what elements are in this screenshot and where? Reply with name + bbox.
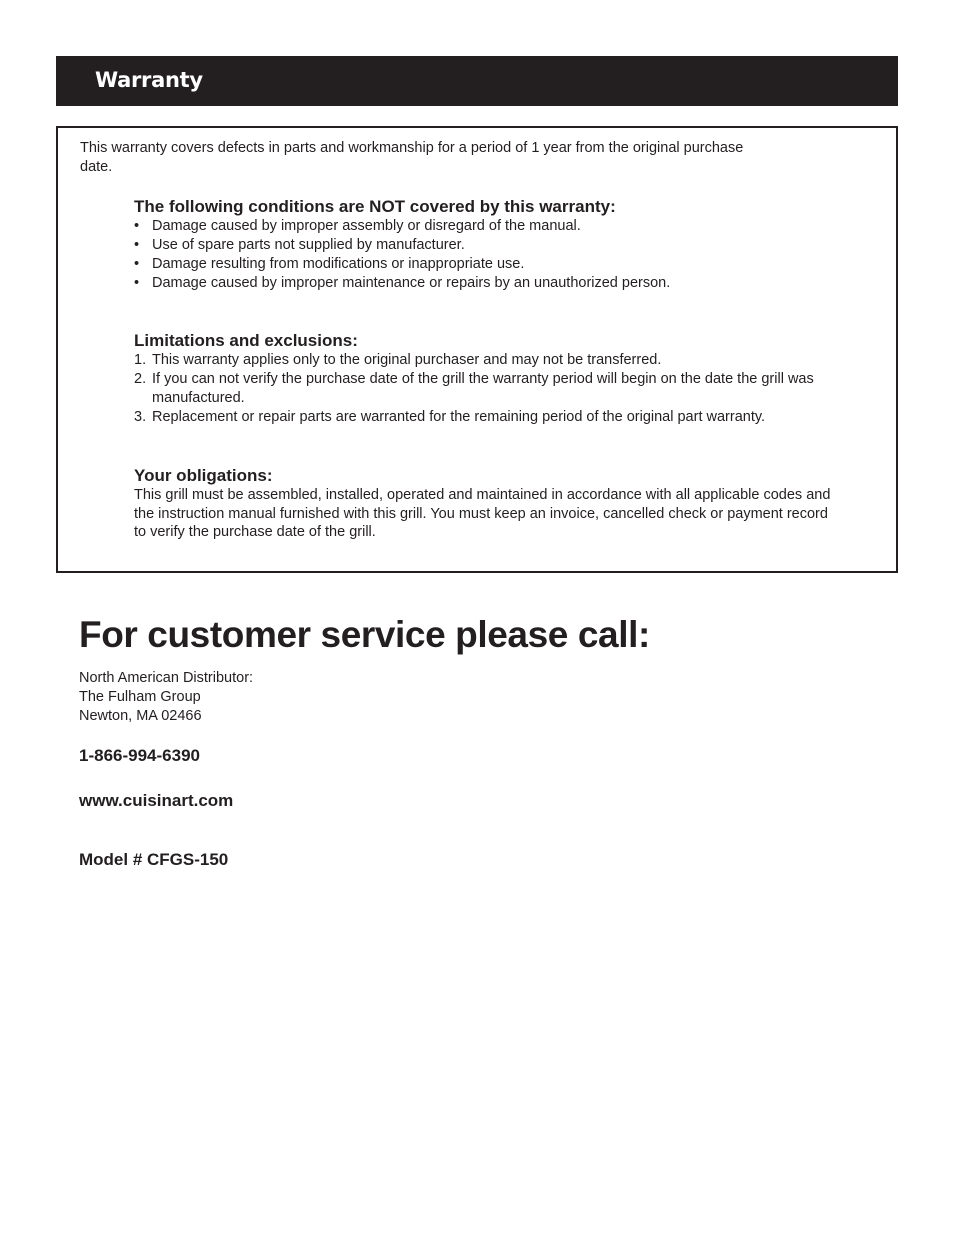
list-item-text: Damage caused by improper maintenance or repairs by an unauthorized person. <box>152 275 671 291</box>
list-item-text: This warranty applies only to the original purchaser and may not be transferred. <box>152 352 662 368</box>
warranty-box <box>56 126 898 573</box>
list-item-text: If you can not verify the purchase date of the grill the warranty period will begin on the date the grill was manufactured. <box>152 371 814 406</box>
list-item-text: Replacement or repair parts are warranted for the remaining period of the original part warranty. <box>152 409 766 425</box>
obligations-heading: Your obligations: <box>134 466 273 485</box>
bullet-marker: • <box>134 218 140 234</box>
limitations-heading: Limitations and exclusions: <box>134 331 358 350</box>
list-item-text: Damage caused by improper assembly or disregard of the manual. <box>152 218 581 234</box>
list-number: 1. <box>134 352 147 368</box>
list-item-text: Use of spare parts not supplied by manufacturer. <box>152 237 465 253</box>
distributor-line: Newton, MA 02466 <box>79 708 202 724</box>
model-number: Model # CFGS-150 <box>79 850 229 869</box>
not-covered-section <box>134 197 834 293</box>
list-number: 3. <box>134 409 147 425</box>
bullet-marker: • <box>134 275 140 291</box>
page-title: Warranty <box>95 68 203 92</box>
list-item <box>134 351 834 370</box>
list-number: 2. <box>134 371 147 387</box>
website-link[interactable]: www.cuisinart.com <box>79 791 234 810</box>
list-item <box>134 217 834 236</box>
bullet-marker: • <box>134 256 140 272</box>
distributor-address <box>79 669 253 726</box>
distributor-line: The Fulham Group <box>79 689 201 705</box>
limitations-section <box>134 331 834 427</box>
warranty-intro: This warranty covers defects in parts and workmanship for a period of 1 year from the original purchase date. <box>80 140 744 175</box>
not-covered-list <box>134 217 834 293</box>
not-covered-heading: The following conditions are NOT covered by this warranty: <box>134 197 616 216</box>
list-item <box>134 274 834 293</box>
warranty-header-bar <box>56 56 898 106</box>
list-item <box>134 408 834 427</box>
list-item-text: Damage resulting from modifications or inappropriate use. <box>152 256 525 272</box>
phone-number: 1-866-994-6390 <box>79 746 200 765</box>
list-item <box>134 370 834 408</box>
limitations-list <box>134 351 834 427</box>
list-item <box>134 255 834 274</box>
obligations-section <box>134 466 834 542</box>
distributor-line: North American Distributor: <box>79 670 254 686</box>
list-item <box>134 236 834 255</box>
bullet-marker: • <box>134 237 140 253</box>
obligations-text: This grill must be assembled, installed, operated and maintained in accordance with all applicable codes and the instruction manual furnished with this grill. You must keep an invoice, cancelled check or payment record to verify the purchase date of the grill. <box>134 487 831 541</box>
customer-service-heading: For customer service please call: <box>79 614 650 655</box>
